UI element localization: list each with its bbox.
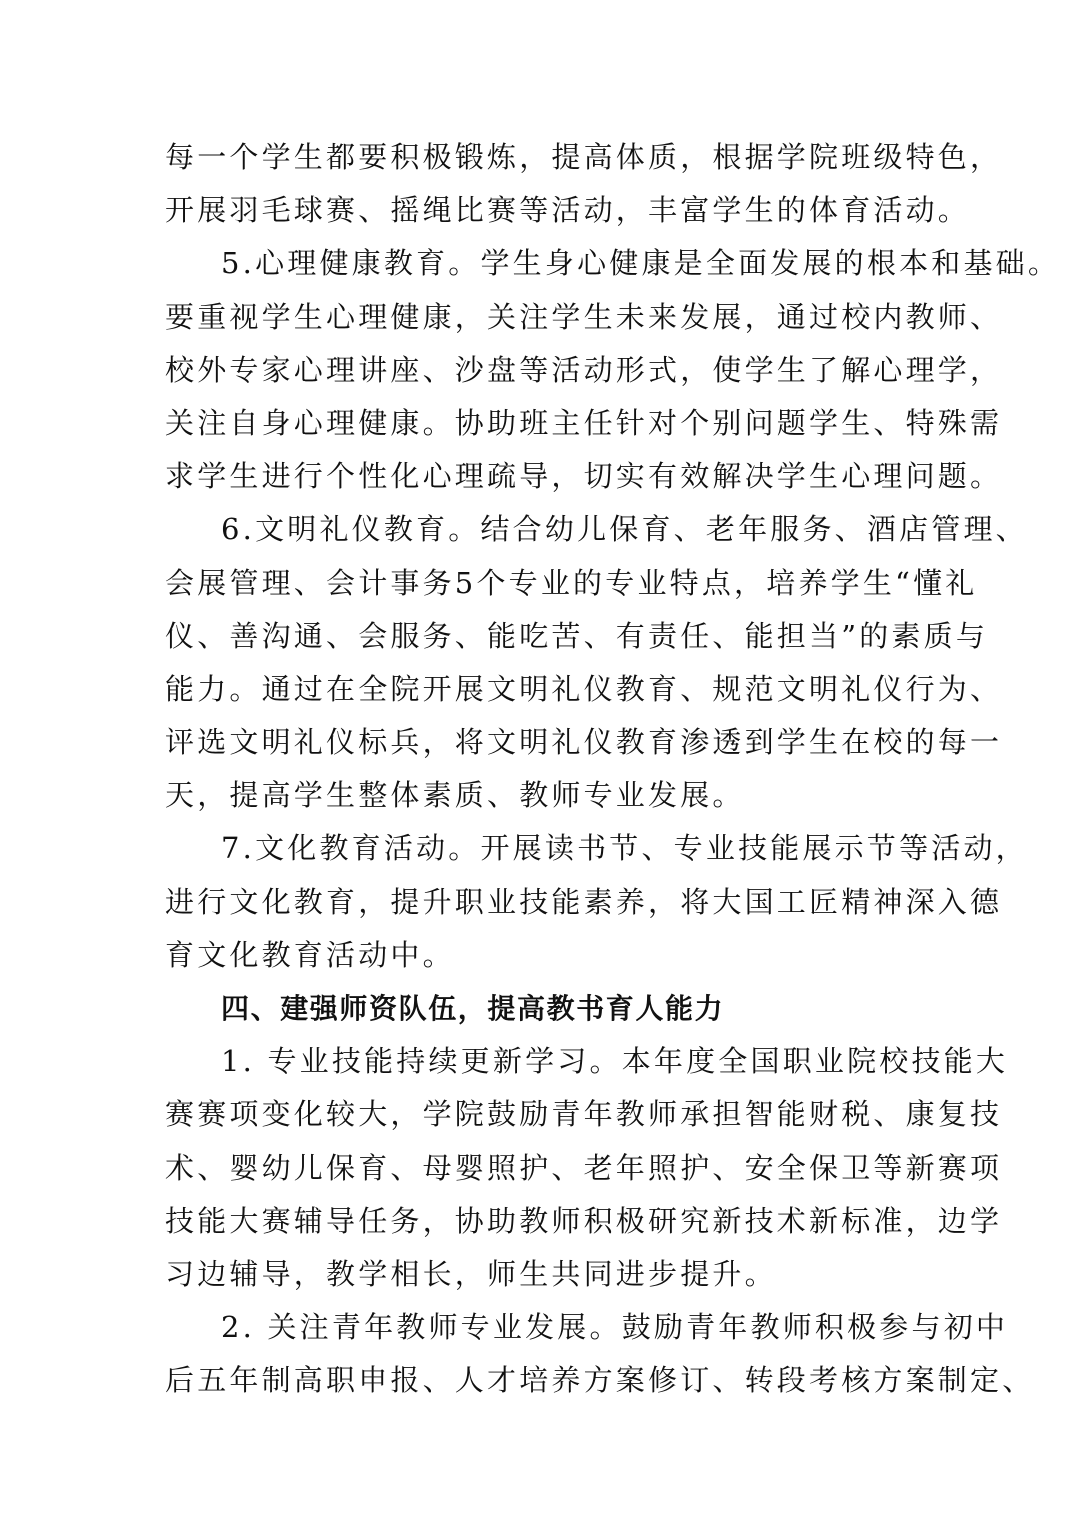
text-line: 习边辅导，教学相长，师生共同进步提升。 bbox=[165, 1256, 777, 1291]
text-line: 术、婴幼儿保育、母婴照护、老年照护、安全保卫等新赛项 bbox=[165, 1150, 1003, 1185]
paragraph-start-line: 7.文化教育活动。开展读书节、专业技能展示节等活动， bbox=[221, 831, 1028, 866]
text-line: 每一个学生都要积极锻炼，提高体质，根据学院班级特色， bbox=[165, 140, 1003, 174]
text-line: 评选文明礼仪标兵，将文明礼仪教育渗透到学生在校的每一 bbox=[165, 725, 1003, 760]
text-line: 关注自身心理健康。协助班主任针对个别问题学生、特殊需 bbox=[165, 405, 1003, 440]
text-line: 校外专家心理讲座、沙盘等活动形式，使学生了解心理学， bbox=[165, 352, 1003, 387]
text-line: 后五年制高职申报、人才培养方案修订、转段考核方案制定、 bbox=[165, 1363, 1035, 1398]
text-line: 仪、善沟通、会服务、能吃苦、有责任、能担当”的素质与 bbox=[165, 618, 989, 653]
text-line: 要重视学生心理健康，关注学生未来发展，通过校内教师、 bbox=[165, 299, 1003, 334]
text-line: 进行文化教育，提升职业技能素养，将大国工匠精神深入德 bbox=[165, 884, 1003, 919]
text-line: 能力。通过在全院开展文明礼仪教育、规范文明礼仪行为、 bbox=[165, 671, 1003, 706]
text-line: 赛赛项变化较大，学院鼓励青年教师承担智能财税、康复技 bbox=[165, 1097, 1003, 1132]
section-heading: 四、建强师资队伍，提高教书育人能力 bbox=[221, 992, 725, 1025]
text-line: 开展羽毛球赛、摇绳比赛等活动，丰富学生的体育活动。 bbox=[165, 193, 971, 228]
paragraph-start-line: 2. 关注青年教师专业发展。鼓励青年教师积极参与初中 bbox=[221, 1310, 1009, 1345]
text-line: 求学生进行个性化心理疏导，切实有效解决学生心理问题。 bbox=[165, 459, 1003, 494]
text-line: 技能大赛辅导任务，协助教师积极研究新技术新标准，边学 bbox=[165, 1203, 1003, 1238]
body-text bbox=[165, 131, 1061, 1408]
text-line: 会展管理、会计事务5个专业的专业特点，培养学生“懂礼 bbox=[165, 565, 978, 600]
paragraph-start-line: 1. 专业技能持续更新学习。本年度全国职业院校技能大 bbox=[221, 1044, 1009, 1079]
text-line: 育文化教育活动中。 bbox=[165, 937, 455, 972]
paragraph-start-line: 6.文明礼仪教育。结合幼儿保育、老年服务、酒店管理、 bbox=[221, 512, 1028, 547]
text-line: 天，提高学生整体素质、教师专业发展。 bbox=[165, 778, 745, 813]
paragraph-start-line: 5.心理健康教育。学生身心健康是全面发展的根本和基础。 bbox=[221, 246, 1061, 281]
